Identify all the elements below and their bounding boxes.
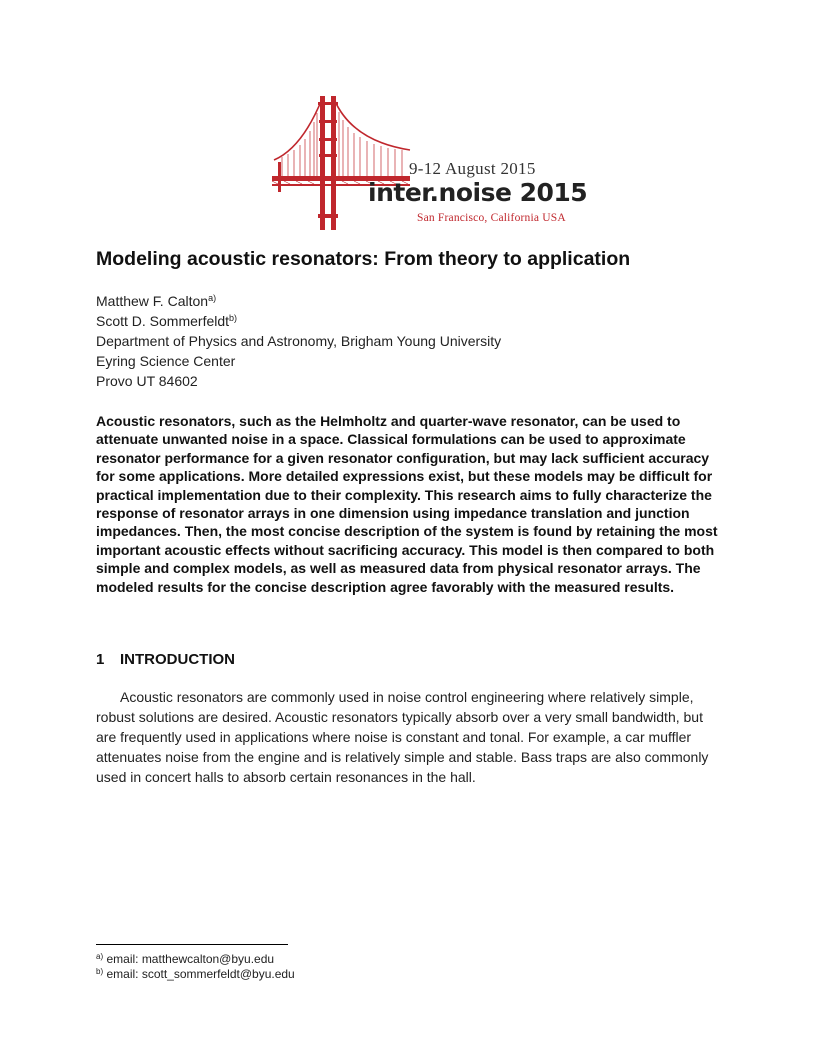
conference-logo: [272, 96, 588, 230]
affiliation-building: Eyring Science Center: [96, 353, 236, 369]
footnote-divider: [96, 944, 288, 945]
section-title: INTRODUCTION: [120, 651, 235, 668]
footnote-1-text: email: matthewcalton@byu.edu: [106, 952, 275, 966]
section-heading: [96, 651, 235, 668]
abstract: Acoustic resonators, such as the Helmholtz and quarter-wave resonator, can be used to attenuate unwanted noise in a space. Classical formulations can be used to approximate resonator performance for a given resonator configuration, but may lack sufficient accuracy for some applications. More detailed expressions exist, but these models may be difficult for practical implementation due to their complexity. This research aims to fully characterize the response of resonator arrays in one dimension using impedance translation and junction impedances. Then, the most concise description of the system is found by retaining the most important acoustic effects without sacrificing accuracy. This model is then compared to both simple and complex models, as well as measured data from physical resonator arrays. The modeled results for the concise description agree favorably with the measured results.: [96, 413, 718, 595]
introduction-paragraph: Acoustic resonators are commonly used in noise control engineering where relatively simple, robust solutions are desired. Acoustic resonators typically absorb over a very small bandwidth, but are frequently used in applications where noise is constant and tonal. For example, a car muffler attenuates noise from the engine and is relatively simple and stable. Bass traps are also commonly used in concert halls to absorb certain resonances in the hall.: [96, 689, 709, 785]
footnote-1-mark: a): [96, 952, 104, 961]
author-2-mark: b): [229, 313, 238, 323]
paper-title: Modeling acoustic resonators: From theory to application: [96, 248, 631, 270]
conference-name: inter.noise 2015: [368, 178, 588, 207]
author-1-name: Matthew F. Calton: [96, 293, 209, 309]
footnote-1: [96, 952, 295, 967]
footnotes: [96, 952, 295, 982]
author-block: [96, 291, 501, 391]
conference-location: San Francisco, California USA: [417, 212, 566, 224]
author-1: [96, 291, 501, 311]
affiliation-city: Provo UT 84602: [96, 373, 198, 389]
footnote-2-text: email: scott_sommerfeldt@byu.edu: [106, 967, 295, 981]
affiliation-department: Department of Physics and Astronomy, Brigham Young University: [96, 333, 502, 349]
footnote-2: [96, 967, 295, 982]
author-2-name: Scott D. Sommerfeldt: [96, 313, 230, 329]
conference-dates: 9-12 August 2015: [409, 159, 536, 178]
section-number: 1: [96, 651, 105, 668]
footnote-2-mark: b): [96, 967, 104, 976]
author-2: [96, 311, 501, 331]
author-1-mark: a): [208, 293, 217, 303]
